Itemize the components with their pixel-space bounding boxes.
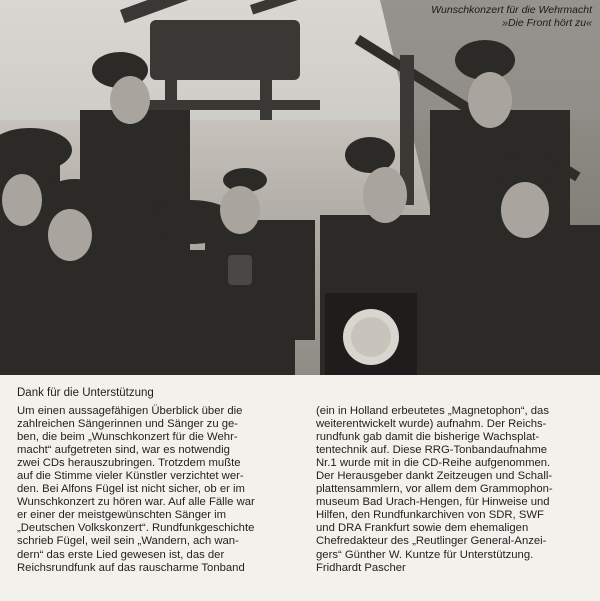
text-line: Um einen aussagefähigen Überblick über die bbox=[17, 405, 243, 417]
caption-line-2: »Die Front hört zu« bbox=[502, 16, 592, 29]
text-line: den. Bei Alfons Fügel ist nicht sicher, ob er im bbox=[17, 483, 245, 496]
text-line: weiterentwickelt wurde) aufnahm. Der Reichs- bbox=[316, 418, 547, 431]
text-line: schrieb Fügel, weil sein „Wandern, ach wan- bbox=[17, 535, 239, 548]
text-line: (ein in Holland erbeutetes „Magnetophon“, das bbox=[316, 405, 549, 417]
text-line: und DRA Frankfurt sowie dem ehemaligen bbox=[316, 522, 529, 535]
text-line: macht“ aufgetreten sind, war es notwendig bbox=[17, 444, 230, 457]
text-line: plattensammlern, vor allem dem Grammophon- bbox=[316, 483, 553, 496]
text-line: ben, die beim „Wunschkonzert für die Wehr- bbox=[17, 431, 238, 444]
text-line: Hilfen, den Rundfunkarchiven von SDR, SWF bbox=[316, 509, 544, 522]
text-line: rundfunk gab damit die bisherige Wachsplat- bbox=[316, 431, 540, 444]
author-signature: Fridhardt Pascher bbox=[316, 561, 406, 574]
text-line: Nr.1 wurde mit in die CD-Reihe aufgenommen. bbox=[316, 457, 551, 470]
article-heading: Dank für die Unterstützung bbox=[17, 387, 154, 399]
right-column bbox=[316, 405, 598, 575]
article bbox=[0, 375, 600, 601]
text-line: museum Bad Urach-Hengen, für Hinweise und bbox=[316, 496, 550, 509]
text-line: dern“ das erste Lied gewesen ist, das der bbox=[17, 548, 225, 561]
text-line: zwei CDs herauszubringen. Trotzdem mußte bbox=[17, 457, 241, 470]
text-line: gers“ Günther W. Kuntze für Unterstützung. bbox=[316, 548, 534, 561]
photo-caption bbox=[431, 4, 592, 29]
text-line: er einer der meistgewünschten Sänger im bbox=[17, 509, 227, 522]
text-line: Chefredakteur des „Reutlinger General-Anzei- bbox=[316, 535, 547, 548]
text-line: zahlreichen Sängerinnen und Sänger zu ge- bbox=[17, 418, 239, 431]
text-line: „Deutschen Volkskonzert“. Rundfunkgeschichte bbox=[17, 522, 255, 535]
text-line: tentechnik auf. Diese RRG-Tonbandaufnahme bbox=[316, 444, 548, 457]
text-line: Reichsrundfunk auf das rauscharme Tonband bbox=[17, 561, 245, 574]
text-line: Wunschkonzert zu hören war. Auf alle Fälle war bbox=[17, 496, 255, 509]
left-column bbox=[17, 405, 307, 575]
text-line: Der Herausgeber dankt Zeitzeugen und Schall- bbox=[316, 470, 553, 483]
text-line: auf die Stimme vieler Künstler verzichtet wer- bbox=[17, 470, 244, 483]
caption-line-1: Wunschkonzert für die Wehrmacht bbox=[431, 4, 592, 16]
